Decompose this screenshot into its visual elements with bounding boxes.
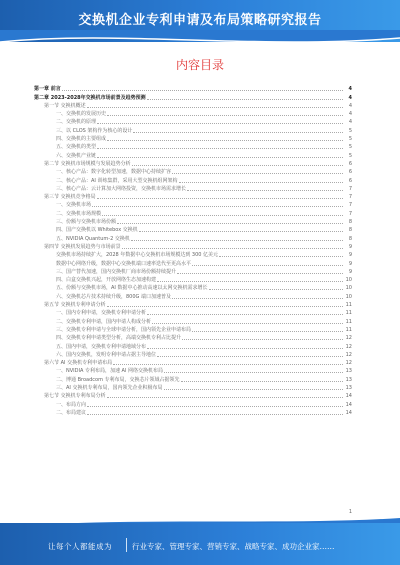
toc-leader-dots bbox=[179, 182, 344, 183]
toc-entry-title: 六、交换机芯片技术持续升级，800G 端口加速普及 bbox=[56, 293, 172, 300]
toc-leader-dots bbox=[107, 397, 343, 398]
toc-leader-dots bbox=[152, 323, 343, 324]
toc-entry-title: 五、份额与交换机市场，AI 数据中心推动高速以太网交换机需求增长 bbox=[56, 285, 208, 292]
toc-entry-title: 一、国内专利申请，交换机专利申请分析 bbox=[56, 310, 147, 317]
toc-entry[interactable] bbox=[34, 84, 352, 92]
toc-entry[interactable] bbox=[34, 175, 352, 183]
toc-entry[interactable] bbox=[34, 333, 352, 341]
toc-entry-page: 9 bbox=[348, 260, 352, 267]
toc-entry[interactable] bbox=[34, 159, 352, 167]
toc-entry[interactable] bbox=[34, 408, 352, 416]
toc-entry-page: 10 bbox=[345, 293, 352, 300]
toc-entry-title: 第三节 交换机竞争格局 bbox=[44, 194, 96, 201]
toc-leader-dots bbox=[164, 372, 343, 373]
toc-entry[interactable] bbox=[34, 258, 352, 266]
toc-leader-dots bbox=[157, 281, 343, 282]
toc-entry[interactable] bbox=[34, 192, 352, 200]
toc-entry-title: 二、交换机市场规模 bbox=[56, 210, 102, 217]
toc-entry-page: 8 bbox=[348, 219, 352, 226]
toc-entry-title: 第四节 交换机发展趋势与市场前景 bbox=[44, 243, 121, 250]
toc-heading: 内容目录 bbox=[175, 58, 224, 72]
toc-entry-title: 一、交换机市场 bbox=[56, 202, 92, 209]
toc-entry-title: 二、核心产品：AI 训练集群，采用大型交换机组网架构 bbox=[56, 177, 178, 184]
toc-entry[interactable] bbox=[34, 92, 352, 100]
toc-entry-page: 11 bbox=[345, 302, 352, 309]
toc-entry-page: 14 bbox=[345, 401, 352, 408]
toc-entry-title: 一、交换机的发展历史 bbox=[56, 111, 107, 118]
toc-entry-title: 五、NVIDIA Quantum-2 交换机 bbox=[56, 235, 130, 242]
toc-leader-dots bbox=[147, 348, 343, 349]
toc-entry[interactable] bbox=[34, 308, 352, 316]
toc-entry-title: 二、博通 Broadcom 专利布局，交换芯片领域占据领先 bbox=[56, 376, 180, 383]
toc-entry-page: 4 bbox=[348, 102, 352, 109]
toc-leader-dots bbox=[62, 90, 343, 91]
toc-entry-page: 4 bbox=[348, 86, 352, 93]
toc-entry[interactable] bbox=[34, 117, 352, 125]
toc-entry[interactable] bbox=[34, 383, 352, 391]
toc-entry[interactable] bbox=[34, 134, 352, 142]
toc-entry-title: 二、布局建议 bbox=[56, 409, 87, 416]
toc-entry-page: 6 bbox=[348, 177, 352, 184]
toc-entry-page: 10 bbox=[345, 277, 352, 284]
toc-leader-dots bbox=[97, 198, 343, 199]
toc-entry-title: 四、白盒交换机兴起，开放网络生态加速构建 bbox=[56, 277, 157, 284]
toc-entry[interactable] bbox=[34, 341, 352, 349]
toc-entry-title: 四、交换机专利申请类型分析，高端交换机专利占比提升 bbox=[56, 335, 182, 342]
toc-entry-title: 五、交换机的类型 bbox=[56, 144, 97, 151]
toc-entry-title: 第七节 交换机专利布局分析 bbox=[44, 393, 106, 400]
toc-leader-dots bbox=[209, 289, 344, 290]
toc-leader-dots bbox=[164, 389, 344, 390]
toc-entry-page: 14 bbox=[345, 393, 352, 400]
toc-leader-dots bbox=[172, 173, 343, 174]
toc-entry-title: 三、国产替代加速，国内交换机厂商市场份额持续提升 bbox=[56, 268, 177, 275]
toc-entry[interactable] bbox=[34, 391, 352, 399]
toc-entry-page: 11 bbox=[345, 310, 352, 317]
toc-entry-page: 7 bbox=[348, 185, 352, 192]
toc-entry-title: 第二节 交换机市场规模与发展趋势分析 bbox=[44, 160, 131, 167]
toc-entry-title: 交换机市场持续扩大，2028 年数据中心交换机市场规模达到 300 亿美元 bbox=[56, 252, 219, 259]
toc-entry-title: 第五节 交换机专利申请分析 bbox=[44, 302, 106, 309]
toc-entry[interactable] bbox=[34, 399, 352, 407]
toc-entry-title: 五、国内申请，交换机专利申请地域分布 bbox=[56, 343, 147, 350]
toc-entry[interactable] bbox=[34, 101, 352, 109]
footer-slogan: 让每个人都能成为 bbox=[48, 542, 112, 551]
toc-leader-dots bbox=[192, 331, 343, 332]
toc-entry-title: 一、NVIDIA 专利布局，加速 AI 网络交换机布局 bbox=[56, 368, 164, 375]
toc-entry-title: 四、国产交换机以 Whitebox 交换机 bbox=[56, 227, 138, 234]
toc-entry[interactable] bbox=[34, 350, 352, 358]
toc-leader-dots bbox=[87, 406, 343, 407]
toc-entry-page: 5 bbox=[348, 136, 352, 143]
toc-entry-page: 13 bbox=[345, 368, 352, 375]
header-wave bbox=[0, 30, 400, 48]
toc-entry-title: 一、核心产品：数字化转型加速，数据中心持续扩容 bbox=[56, 169, 172, 176]
toc-entry-page: 9 bbox=[348, 268, 352, 275]
toc-entry[interactable] bbox=[34, 225, 352, 233]
toc-entry-page: 13 bbox=[345, 384, 352, 391]
toc-entry[interactable] bbox=[34, 291, 352, 299]
toc-leader-dots bbox=[102, 215, 343, 216]
toc-leader-dots bbox=[219, 256, 343, 257]
page-number: 1 bbox=[348, 509, 352, 515]
toc-entry-title: 六、国内交换机，发明专利申请占据主导地位 bbox=[56, 351, 157, 358]
toc-entry-title: 四、交换机的主要组成 bbox=[56, 136, 107, 143]
toc-entry[interactable] bbox=[34, 208, 352, 216]
toc-entry[interactable] bbox=[34, 358, 352, 366]
toc-entry-page: 4 bbox=[348, 94, 352, 101]
toc-entry-title: 三、以 CLOS 架构作为核心的设计 bbox=[56, 127, 133, 134]
toc-entry-page: 5 bbox=[348, 144, 352, 151]
toc-entry[interactable] bbox=[34, 325, 352, 333]
toc-entry-page: 6 bbox=[348, 169, 352, 176]
toc-entry-page: 5 bbox=[348, 152, 352, 159]
toc-leader-dots bbox=[87, 414, 343, 415]
toc-entry-page: 4 bbox=[348, 119, 352, 126]
toc-entry-page: 10 bbox=[345, 285, 352, 292]
toc-leader-dots bbox=[97, 148, 343, 149]
toc-entry[interactable] bbox=[34, 125, 352, 133]
footer-tags: 行业专家、管理专家、营销专家、战略专家、成功企业家…… bbox=[132, 542, 335, 551]
toc-entry-page: 4 bbox=[348, 111, 352, 118]
toc-entry[interactable] bbox=[34, 109, 352, 117]
toc-entry-title: 六、交换机产业链 bbox=[56, 152, 97, 159]
footer-divider bbox=[126, 538, 127, 552]
toc-leader-dots bbox=[181, 381, 343, 382]
toc-entry-page: 9 bbox=[348, 243, 352, 250]
toc-leader-dots bbox=[157, 356, 343, 357]
toc-entry-title: 数据中心网络升级，数据中心交换机端口速率迭代至更高水平 bbox=[56, 260, 192, 267]
toc-entry-page: 12 bbox=[345, 335, 352, 342]
toc-leader-dots bbox=[107, 306, 343, 307]
toc-entry[interactable] bbox=[34, 275, 352, 283]
toc-entry[interactable] bbox=[34, 142, 352, 150]
toc-entry[interactable] bbox=[34, 300, 352, 308]
toc-leader-dots bbox=[192, 265, 343, 266]
toc-entry-page: 13 bbox=[345, 376, 352, 383]
toc-leader-dots bbox=[147, 99, 343, 100]
toc-leader-dots bbox=[139, 231, 343, 232]
toc-leader-dots bbox=[132, 165, 343, 166]
toc-entry[interactable] bbox=[34, 184, 352, 192]
toc-leader-dots bbox=[147, 314, 343, 315]
toc-entry[interactable] bbox=[34, 167, 352, 175]
toc-leader-dots bbox=[133, 132, 343, 133]
toc-entry-page: 11 bbox=[345, 326, 352, 333]
toc-entry-title: 第一章 前言 bbox=[34, 86, 61, 93]
toc-leader-dots bbox=[92, 206, 343, 207]
toc-entry[interactable] bbox=[34, 242, 352, 250]
toc-entry[interactable] bbox=[34, 250, 352, 258]
toc-entry-title: 一、布局方向 bbox=[56, 401, 87, 408]
toc-entry[interactable] bbox=[34, 217, 352, 225]
toc-leader-dots bbox=[97, 157, 343, 158]
toc-leader-dots bbox=[172, 298, 343, 299]
toc-entry[interactable] bbox=[34, 233, 352, 241]
toc-leader-dots bbox=[107, 115, 343, 116]
toc-entry-title: 第二章 2023-2028年交换机市场前景及趋势预测 bbox=[34, 94, 146, 101]
toc-entry[interactable] bbox=[34, 374, 352, 382]
toc-entry-page: 7 bbox=[348, 210, 352, 217]
toc-leader-dots bbox=[117, 223, 343, 224]
toc-entry-page: 14 bbox=[345, 409, 352, 416]
toc-entry-title: 三、份额与交换机市场份额 bbox=[56, 219, 117, 226]
toc-entry-page: 7 bbox=[348, 194, 352, 201]
toc-entry-page: 12 bbox=[345, 360, 352, 367]
toc-leader-dots bbox=[182, 339, 343, 340]
toc-entry-title: 三、核心产品：云计算加大网络投资，交换机市场需求增长 bbox=[56, 185, 187, 192]
toc-entry-page: 8 bbox=[348, 235, 352, 242]
toc-entry-page: 8 bbox=[348, 227, 352, 234]
toc-entry-page: 5 bbox=[348, 127, 352, 134]
toc-entry-title: 三、交换机专利申请与全球申请分析，国内领先企业申请布局 bbox=[56, 326, 192, 333]
toc-leader-dots bbox=[113, 364, 343, 365]
toc-leader-dots bbox=[122, 248, 343, 249]
toc-entry-title: 二、交换机的原理 bbox=[56, 119, 97, 126]
toc-leader-dots bbox=[177, 273, 343, 274]
toc-entry[interactable] bbox=[34, 366, 352, 374]
toc-leader-dots bbox=[107, 140, 343, 141]
toc-leader-dots bbox=[87, 107, 343, 108]
toc-entry-title: 二、交换机专利申请，国内申请人构成分析 bbox=[56, 318, 152, 325]
toc-entry-page: 12 bbox=[345, 343, 352, 350]
toc-entry-page: 6 bbox=[348, 160, 352, 167]
table-of-contents bbox=[34, 84, 352, 416]
toc-leader-dots bbox=[187, 190, 343, 191]
toc-entry[interactable] bbox=[34, 267, 352, 275]
toc-entry-page: 9 bbox=[348, 252, 352, 259]
toc-entry[interactable] bbox=[34, 316, 352, 324]
toc-entry-title: 第一节 交换机概述 bbox=[44, 102, 86, 109]
toc-entry-page: 7 bbox=[348, 202, 352, 209]
toc-leader-dots bbox=[131, 240, 343, 241]
toc-entry[interactable] bbox=[34, 200, 352, 208]
toc-entry[interactable] bbox=[34, 150, 352, 158]
toc-entry-page: 11 bbox=[345, 318, 352, 325]
toc-entry[interactable] bbox=[34, 283, 352, 291]
toc-entry-title: 第六节 AI 交换机专利申请布局 bbox=[44, 360, 113, 367]
report-title: 交换机企业专利申请及布局策略研究报告 bbox=[78, 13, 322, 28]
toc-leader-dots bbox=[97, 123, 343, 124]
toc-entry-title: 三、AI 交换机专利布局，国内领先企业积极布局 bbox=[56, 384, 163, 391]
toc-entry-page: 12 bbox=[345, 351, 352, 358]
